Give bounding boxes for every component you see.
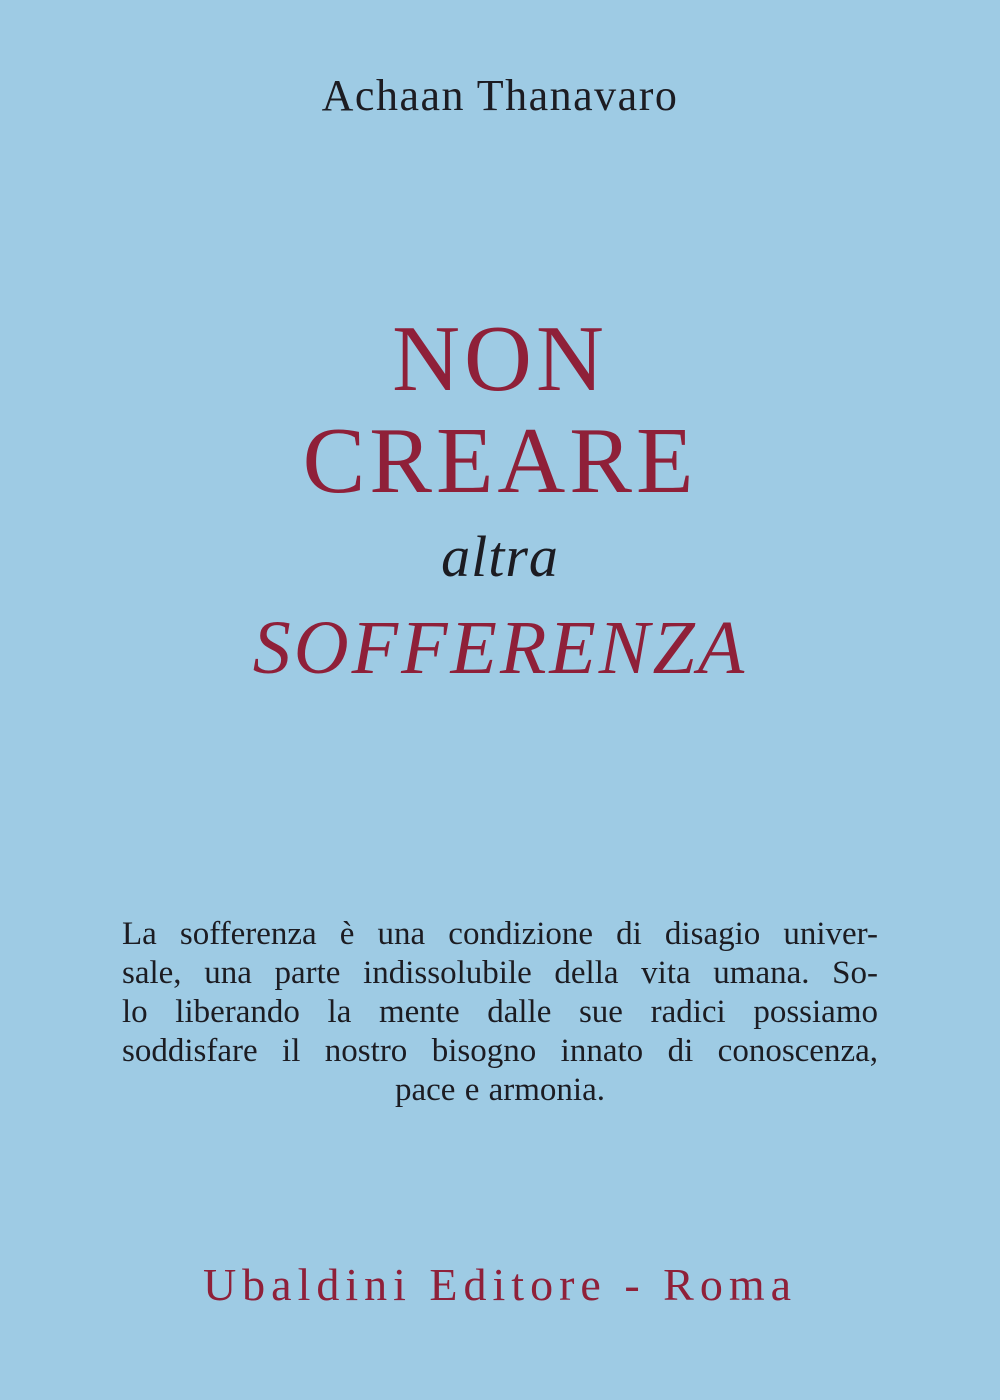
title-line-altra: altra (441, 524, 559, 589)
blurb-line: lo liberando la mente dalle sue radici possiamo (122, 994, 878, 1030)
blurb-line: La sofferenza è una condizione di disagio univer- (122, 916, 878, 952)
publisher-imprint: Ubaldini Editore - Roma (202, 1259, 798, 1310)
author-name: Achaan Thanavaro (321, 71, 679, 120)
blurb-line: sale, una parte indissolubile della vita umana. So- (122, 955, 878, 991)
blurb-line: pace e armonia. (395, 1072, 605, 1108)
title-line-non: NON (392, 307, 608, 411)
book-title-main (0, 308, 1000, 512)
title-line-creare: CREARE (302, 409, 698, 513)
title-line-sofferenza: SOFFERENZA (252, 606, 748, 690)
blurb-line: soddisfare il nostro bisogno innato di conoscenza, (122, 1033, 878, 1069)
back-blurb (122, 915, 878, 1110)
